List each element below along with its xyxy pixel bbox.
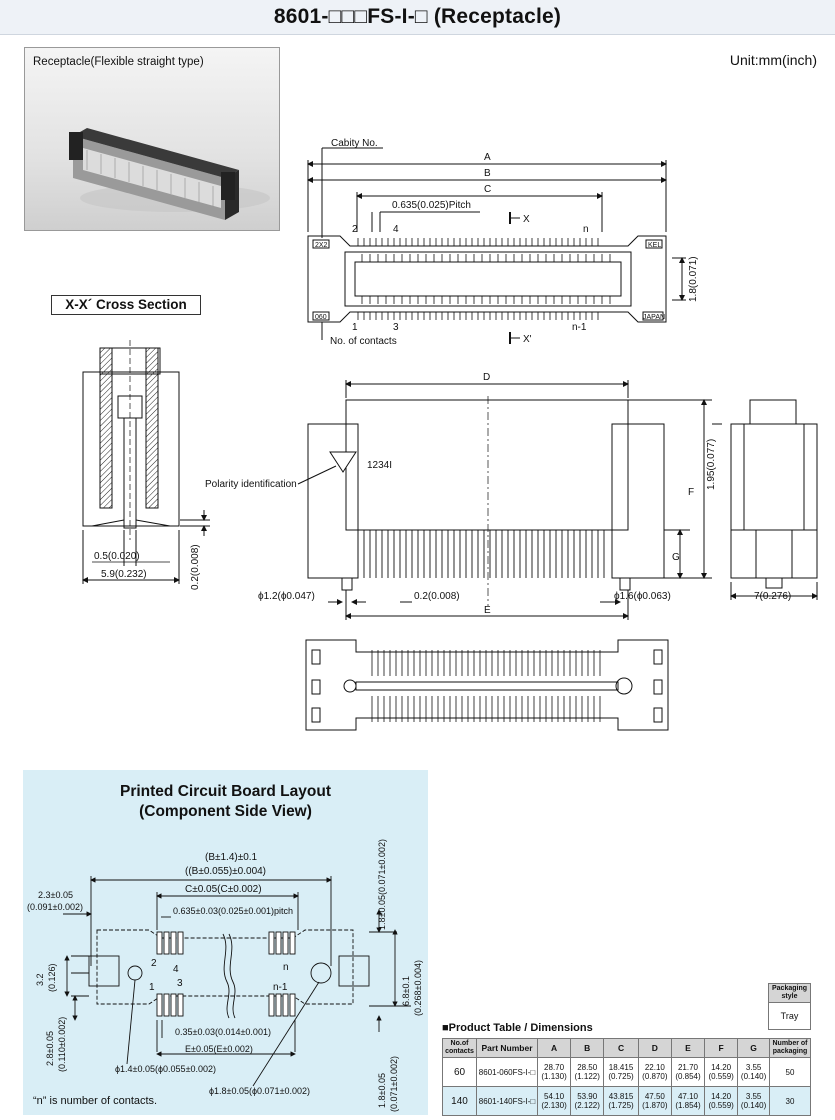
table-cell: 28.50 (1.122) bbox=[571, 1058, 604, 1087]
header-cell: G bbox=[738, 1039, 770, 1058]
pcb-d28a: 2.8±0.05 bbox=[45, 1031, 55, 1066]
pcb-pitch: 0.635±0.03(0.025±0.001)pitch bbox=[173, 906, 293, 916]
table-cell: 30 bbox=[770, 1087, 811, 1116]
dim-e: E bbox=[484, 605, 491, 616]
cavity-mark-bottom: 060 bbox=[315, 314, 327, 321]
header-cell: E bbox=[671, 1039, 704, 1058]
pcb-d18botb: (0.071±0.002) bbox=[389, 1056, 399, 1112]
unit-label: Unit:mm(inch) bbox=[729, 52, 817, 68]
product-table-title: ■Product Table / Dimensions bbox=[442, 1022, 593, 1034]
table-header-row bbox=[443, 1039, 811, 1058]
top-view bbox=[308, 138, 699, 347]
dim-0-2: 0.2(0.008) bbox=[414, 591, 460, 602]
table-cell: 54.10 (2.130) bbox=[538, 1087, 571, 1116]
pin-2-label: 2 bbox=[352, 224, 358, 235]
pcb-title-line1: Printed Circuit Board Layout bbox=[120, 783, 331, 800]
table-cell: 3.55 (0.140) bbox=[738, 1058, 770, 1087]
pcb-d18bota: 1.8±0.05 bbox=[377, 1073, 387, 1108]
table-cell: 43.815 (1.725) bbox=[604, 1087, 639, 1116]
pcb-pin-4: 4 bbox=[173, 964, 179, 975]
header-cell: B bbox=[571, 1039, 604, 1058]
x-marker: X bbox=[523, 214, 530, 225]
cabity-label: Cabity No. bbox=[331, 138, 378, 149]
pcb-d18top: 1.8±0.05(0.071±0.002) bbox=[377, 839, 387, 930]
kel-mark: KEL bbox=[648, 242, 662, 249]
dim-0-5: 0.5(0.020) bbox=[94, 551, 140, 562]
pcb-pin-3: 3 bbox=[177, 978, 183, 989]
header-cell: A bbox=[538, 1039, 571, 1058]
japan-mark: JAPAN bbox=[643, 314, 666, 321]
pcb-b14: (B±1.4)±0.1 bbox=[205, 852, 258, 863]
pin-n1-label: n-1 bbox=[572, 322, 587, 333]
header-cell: C bbox=[604, 1039, 639, 1058]
dim-c: C bbox=[484, 184, 492, 195]
table-row bbox=[443, 1087, 811, 1116]
header-cell: Part Number bbox=[477, 1039, 538, 1058]
polarity-label: Polarity identification bbox=[205, 479, 297, 490]
dim-f: F bbox=[688, 487, 695, 498]
table-cell: 14.20 (0.559) bbox=[705, 1058, 738, 1087]
photo-caption: Receptacle(Flexible straight type) bbox=[33, 56, 204, 68]
pcb-pin-n: n bbox=[283, 962, 289, 973]
pcb-d23b: (0.091±0.002) bbox=[27, 902, 83, 912]
table-cell: 8601-060FS-I-□ bbox=[477, 1058, 538, 1087]
pcb-pin-1: 1 bbox=[149, 982, 155, 993]
front-view bbox=[205, 372, 722, 620]
cavity-mark-top: 2X2 bbox=[315, 242, 328, 249]
table-cell: 47.50 (1.870) bbox=[638, 1087, 671, 1116]
header-cell: F bbox=[705, 1039, 738, 1058]
pin-4-label: 4 bbox=[393, 224, 399, 235]
table-cell: 140 bbox=[443, 1087, 477, 1116]
dim-g: G bbox=[672, 552, 680, 563]
dim-phi-1-2: ϕ1.2(ϕ0.047) bbox=[258, 591, 315, 602]
dim-phi-1-6: ϕ1.6(ϕ0.063) bbox=[614, 591, 671, 602]
pcb-d32b: (0.126) bbox=[47, 963, 57, 992]
marking-text: 1234I bbox=[367, 460, 393, 471]
dim-1-8: 1.8(0.071) bbox=[688, 256, 699, 302]
table-cell: 3.55 (0.140) bbox=[738, 1087, 770, 1116]
dim-5-9: 5.9(0.232) bbox=[101, 569, 147, 580]
pcb-footnote: “n” is number of contacts. bbox=[33, 1095, 158, 1107]
bottom-view bbox=[306, 640, 668, 730]
pcb-c005: C±0.05(C±0.002) bbox=[185, 884, 262, 895]
packaging-value: Tray bbox=[769, 1003, 811, 1030]
table-cell: 60 bbox=[443, 1058, 477, 1087]
pitch-label: 0.635(0.025)Pitch bbox=[392, 200, 471, 211]
pcb-pin-n1: n-1 bbox=[273, 982, 288, 993]
pcb-layout-panel bbox=[23, 770, 428, 1115]
pcb-phi18: ϕ1.8±0.05(ϕ0.071±0.002) bbox=[209, 1086, 311, 1096]
pcb-d68b: (0.268±0.004) bbox=[413, 960, 423, 1016]
table-cell: 21.70 (0.854) bbox=[671, 1058, 704, 1087]
cross-section-title: X-X´ Cross Section bbox=[51, 295, 201, 315]
dim-0-2-vertical: 0.2(0.008) bbox=[190, 544, 201, 590]
pin-3-label: 3 bbox=[393, 322, 399, 333]
pcb-d68a: 6.8±0.1 bbox=[401, 976, 411, 1006]
page-title: 8601-□□□FS-I-□ (Receptacle) bbox=[273, 5, 562, 28]
table-cell: 28.70 (1.130) bbox=[538, 1058, 571, 1087]
no-of-contacts-label: No. of contacts bbox=[330, 336, 397, 347]
pcb-drawing bbox=[23, 770, 428, 1115]
x-prime-marker: X' bbox=[523, 334, 532, 345]
pcb-d28b: (0.110±0.002) bbox=[57, 1016, 67, 1072]
packaging-header: Packaging style bbox=[769, 984, 811, 1003]
pcb-d32a: 3.2 bbox=[35, 973, 45, 986]
packaging-style-table bbox=[768, 983, 811, 1030]
pcb-d23a: 2.3±0.05 bbox=[38, 890, 73, 900]
pin-1-label: 1 bbox=[352, 322, 358, 333]
table-cell: 53.90 (2.122) bbox=[571, 1087, 604, 1116]
table-row bbox=[443, 1058, 811, 1087]
table-cell: 8601-140FS-I-□ bbox=[477, 1087, 538, 1116]
dim-d: D bbox=[483, 372, 491, 383]
dim-a: A bbox=[484, 152, 491, 163]
header-cell: No.of contacts bbox=[443, 1039, 477, 1058]
pin-n-label: n bbox=[583, 224, 589, 235]
product-table bbox=[442, 1038, 811, 1116]
cross-section-view bbox=[83, 340, 210, 590]
table-cell: 22.10 (0.870) bbox=[638, 1058, 671, 1087]
header-cell: Number of packaging bbox=[770, 1039, 811, 1058]
table-cell: 50 bbox=[770, 1058, 811, 1087]
pcb-title-line2: (Component Side View) bbox=[139, 803, 312, 820]
dim-1-95: 1.95(0.077) bbox=[706, 438, 717, 490]
pcb-b055: ((B±0.055)±0.004) bbox=[185, 866, 267, 877]
dim-7: 7(0.276) bbox=[754, 591, 792, 602]
side-view bbox=[731, 400, 817, 602]
pcb-phi14: ϕ1.4±0.05(ϕ0.055±0.002) bbox=[115, 1064, 217, 1074]
dim-b: B bbox=[484, 168, 491, 179]
pcb-pin-2: 2 bbox=[151, 958, 157, 969]
pcb-e005: E±0.05(E±0.002) bbox=[185, 1044, 253, 1054]
table-cell: 18.415 (0.725) bbox=[604, 1058, 639, 1087]
table-cell: 14.20 (0.559) bbox=[705, 1087, 738, 1116]
table-cell: 47.10 (1.854) bbox=[671, 1087, 704, 1116]
header-cell: D bbox=[638, 1039, 671, 1058]
pcb-d035: 0.35±0.03(0.014±0.001) bbox=[175, 1027, 271, 1037]
